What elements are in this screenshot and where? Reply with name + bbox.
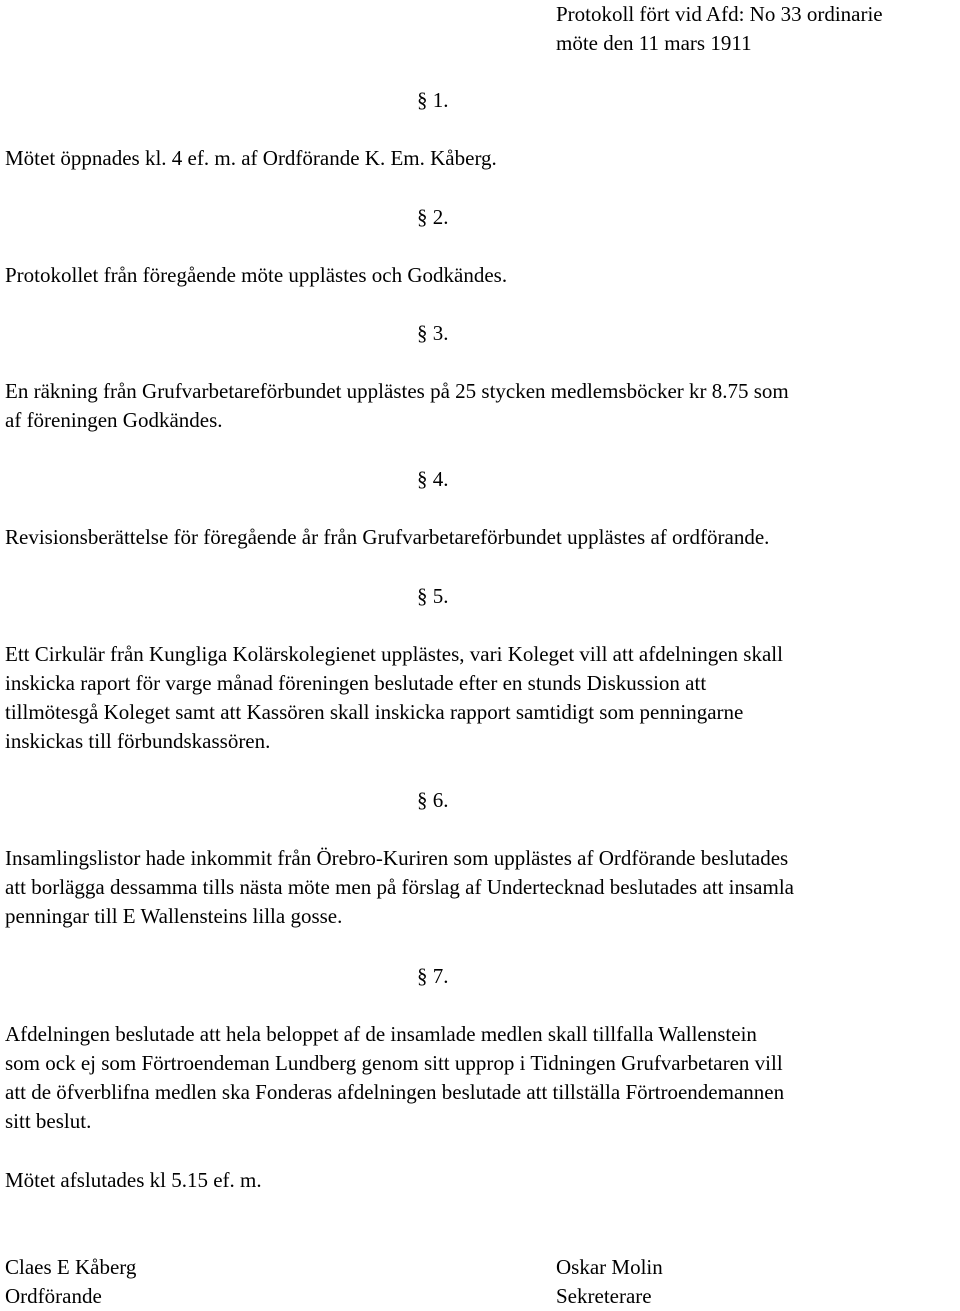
text-line: sitt beslut.: [5, 1109, 92, 1133]
text-line: som ock ej som Förtroendeman Lundberg genom sitt upprop i Tidningen Grufvarbetaren vill: [5, 1051, 783, 1075]
text-line: En räkning från Grufvarbetareförbundet upplästes på 25 stycken medlemsböcker kr 8.75 som: [5, 379, 789, 403]
section-number-5: § 5.: [417, 584, 449, 608]
section-number-7: § 7.: [417, 964, 449, 988]
section-text-3: [5, 377, 957, 435]
section-text-4: [5, 523, 957, 552]
section-text-6: [5, 844, 957, 931]
section-text-1: [5, 144, 957, 173]
heading-line-2: möte den 11 mars 1911: [556, 31, 752, 55]
text-line: Mötet öppnades kl. 4 ef. m. af Ordförande K. Em. Kåberg.: [5, 146, 497, 170]
section-number-1: § 1.: [417, 88, 449, 112]
signature-name: Oskar Molin: [556, 1255, 663, 1279]
signature-role: Sekreterare: [556, 1284, 652, 1308]
section-number-2: § 2.: [417, 205, 449, 229]
text-line: af föreningen Godkändes.: [5, 408, 223, 432]
text-line: tillmötesgå Koleget samt att Kassören skall inskicka rapport samtidigt som penningarne: [5, 700, 744, 724]
text-line: penningar till E Wallensteins lilla gosse.: [5, 904, 343, 928]
protocol-heading: [556, 0, 956, 58]
section-text-2: [5, 261, 957, 290]
closing-statement: [5, 1166, 957, 1195]
text-line: att de öfverblifna medlen ska Fonderas afdelningen beslutade att tillställa Förtroendemannen: [5, 1080, 785, 1104]
heading-line-1: Protokoll fört vid Afd: No 33 ordinarie: [556, 2, 883, 26]
signature-secretary: [556, 1253, 663, 1311]
text-line: inskickas till förbundskassören.: [5, 729, 271, 753]
text-line: Revisionsberättelse för föregående år från Grufvarbetareförbundet upplästes af ordförande.: [5, 525, 770, 549]
section-text-5: [5, 640, 957, 756]
section-text-7: [5, 1020, 957, 1136]
text-line: Ett Cirkulär från Kungliga Kolärskolegienet upplästes, vari Koleget vill att afdelningen skall: [5, 642, 783, 666]
text-line: Protokollet från föregående möte upplästes och Godkändes.: [5, 263, 508, 287]
section-number-4: § 4.: [417, 467, 449, 491]
signature-chairman: [5, 1253, 136, 1311]
text-line: Mötet afslutades kl 5.15 ef. m.: [5, 1168, 262, 1192]
signature-name: Claes E Kåberg: [5, 1255, 137, 1279]
section-number-3: § 3.: [417, 321, 449, 345]
section-number-6: § 6.: [417, 788, 449, 812]
text-line: Insamlingslistor hade inkommit från Örebro-Kuriren som upplästes af Ordförande beslutades: [5, 846, 789, 870]
text-line: Afdelningen beslutade att hela beloppet af de insamlade medlen skall tillfalla Wallenstein: [5, 1022, 757, 1046]
text-line: inskicka raport för varge månad föreningen beslutade efter en stunds Diskussion att: [5, 671, 707, 695]
text-line: att borlägga dessamma tills nästa möte men på förslag af Undertecknad beslutades att insamla: [5, 875, 794, 899]
signature-role: Ordförande: [5, 1284, 102, 1308]
